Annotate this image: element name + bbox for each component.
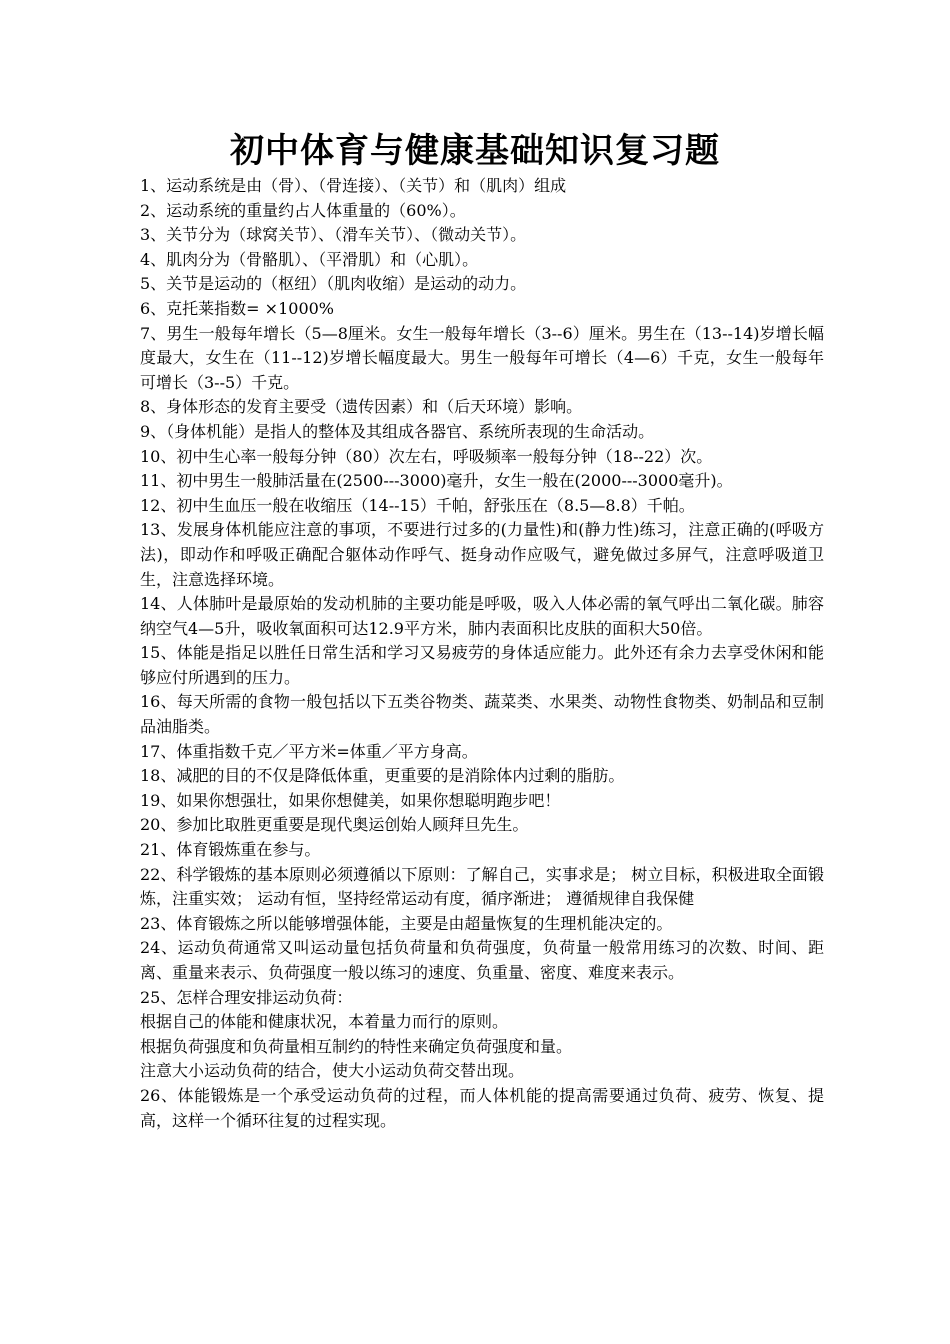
paragraph-18: 18、减肥的目的不仅是降低体重，更重要的是消除体内过剩的脂肪。 [140, 766, 625, 786]
paragraph-16: 16、每天所需的食物一般包括以下五类谷物类、蔬菜类、水果类、动物性食物类、奶制品和豆制品油脂类。 [140, 692, 824, 737]
paragraph-11: 11、初中男生一般肺活量在(2500---3000)毫升，女生一般在(2000---3000毫升)。 [140, 471, 733, 491]
paragraph-25-item-2: 根据负荷强度和负荷量相互制约的特性来确定负荷强度和量。 [140, 1036, 573, 1056]
paragraph-25-item-1: 根据自己的体能和健康状况，本着量力而行的原则。 [140, 1012, 509, 1032]
paragraph-13: 13、发展身体机能应注意的事项，不要进行过多的(力量性)和(静力性)练习，注意正确的(呼吸方法)，即动作和呼吸正确配合躯体动作呼气、挺身动作应吸气，避免做过多屏气，注意呼吸道卫生，注意选择环境。 [140, 520, 824, 589]
paragraph-19: 19、如果你想强壮，如果你想健美，如果你想聪明跑步吧！ [140, 790, 561, 810]
paragraph-5: 5、关节是运动的（枢纽）（肌肉收缩）是运动的动力。 [140, 274, 527, 294]
document-body [140, 174, 824, 1133]
paragraph-4: 4、肌肉分为（骨骼肌）、（平滑肌）和（心肌）。 [140, 249, 479, 269]
paragraph-14: 14、人体肺叶是最原始的发动机肺的主要功能是呼吸，吸入人体必需的氧气呼出二氧化碳。肺容纳空气4—5升，吸收氧面积可达12.9平方米，肺内表面积比皮肤的面积大50倍。 [140, 594, 824, 638]
paragraph-24: 24、运动负荷通常又叫运动量包括负荷量和负荷强度，负荷量一般常用练习的次数、时间、距离、重量来表示、负荷强度一般以练习的速度、负重量、密度、难度来表示。 [140, 938, 824, 982]
paragraph-12: 12、初中生血压一般在收缩压（14--15）千帕，舒张压在（8.5—8.8）千帕。 [140, 495, 695, 515]
paragraph-6: 6、克托莱指数= ×1000% [140, 298, 335, 318]
paragraph-7: 7、男生一般每年增长（5—8厘米。女生一般每年增长（3--6）厘米。男生在（13--14)岁增长幅度最大，女生在（11--12)岁增长幅度最大。男生一般每年可增长（4—6）千克，女生一般每年可增长（3--5）千克。 [140, 323, 824, 392]
document-title: 初中体育与健康基础知识复习题 [230, 131, 720, 171]
paragraph-3: 3、关节分为（球窝关节）、（滑车关节）、（微动关节）。 [140, 225, 527, 245]
paragraph-21: 21、体育锻炼重在参与。 [140, 840, 321, 860]
paragraph-8: 8、身体形态的发育主要受（遗传因素）和（后天环境）影响。 [140, 397, 583, 417]
paragraph-20: 20、参加比取胜更重要是现代奥运创始人顾拜旦先生。 [140, 815, 529, 835]
paragraph-2: 2、运动系统的重量约占人体重量的（60%）。 [140, 200, 466, 220]
paragraph-26: 26、体能锻炼是一个承受运动负荷的过程，而人体机能的提高需要通过负荷、疲劳、恢复、提高，这样一个循环往复的过程实现。 [140, 1085, 824, 1130]
paragraph-25: 25、怎样合理安排运动负荷： [140, 987, 353, 1007]
paragraph-10: 10、初中生心率一般每分钟（80）次左右，呼吸频率一般每分钟（18--22）次。 [140, 446, 713, 466]
paragraph-9: 9、（身体机能）是指人的整体及其组成各器官、系统所表现的生命活动。 [140, 421, 655, 441]
paragraph-17: 17、体重指数千克／平方米=体重／平方身高。 [140, 741, 478, 761]
paragraph-25-item-3: 注意大小运动负荷的结合，使大小运动负荷交替出现。 [140, 1061, 525, 1081]
paragraph-23: 23、体育锻炼之所以能够增强体能，主要是由超量恢复的生理机能决定的。 [140, 913, 673, 933]
paragraph-22: 22、科学锻炼的基本原则必须遵循以下原则：了解自己，实事求是； 树立目标，积极进取全面锻炼，注重实效； 运动有恒，坚持经常运动有度，循序渐进； 遵循规律自我保健 [140, 864, 824, 909]
paragraph-1: 1、运动系统是由（骨）、（骨连接）、（关节）和（肌肉）组成 [140, 176, 567, 195]
paragraph-15: 15、体能是指足以胜任日常生活和学习又易疲劳的身体适应能力。此外还有余力去享受休闲和能够应付所遇到的压力。 [140, 643, 824, 687]
